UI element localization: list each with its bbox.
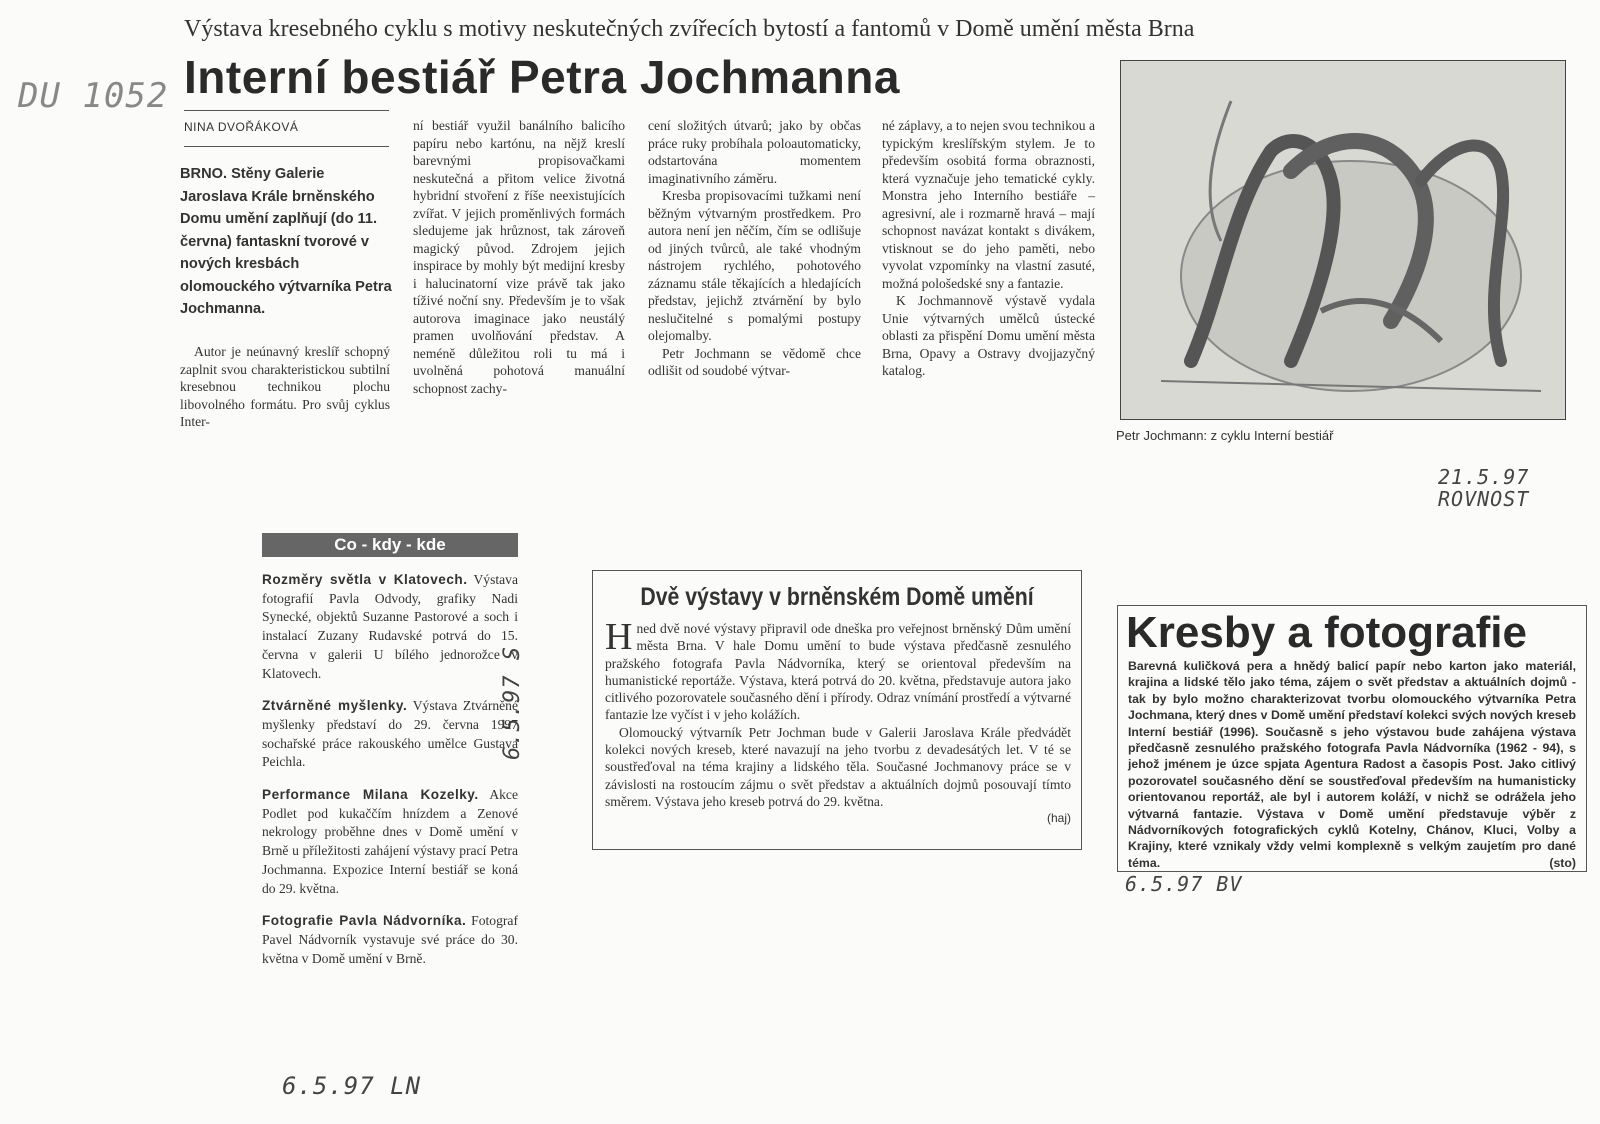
column-1-text: Autor je neúnavný kreslíř schopný zaplnit svou charakteristickou subtilní kresebnou technikou plochu libovolného formátu. Pro svůj cyklus Inter- <box>180 344 390 429</box>
article-headline: Interní bestiář Petra Jochmanna <box>184 51 900 103</box>
article-lead: BRNO. Stěny Galerie Jaroslava Krále brněnského Domu umění zaplňují (do 11. června) fantaskní tvorové v nových kresbách olomouckého výtvarníka Petra Jochmanna. <box>180 166 392 317</box>
item-text: Výstava Ztvárněné myšlenky představí do 29. června 1997 sochařské práce rakouského umělce Gustava Peichla. <box>262 698 519 770</box>
article-byline: NINA DVOŘÁKOVÁ <box>184 120 299 134</box>
byline-rule-bottom <box>184 146 389 147</box>
column-4-paragraph-1: né záplavy, a to nejen svou technikou a typickým kreslířským stylem. Je to především osobitá forma obraznosti, která vyznačuje jeho tematické cykly. Monstra jeho Interního bestiáře – agresivní, ale i rozmarně hravá – mají schopnost navázat kontakt s divákem, vtisknout se do jeho paměti, nebo vyvolat vzpomínky na vlastní zasuté, možná pološedské sny a fantazie. <box>882 118 1095 291</box>
rovnost-date: 21.5.97 <box>1438 465 1530 489</box>
kresby-title: Kresby a fotografie <box>1126 608 1527 657</box>
co-kdy-kde-column <box>262 533 518 968</box>
kresby-date-mark: 6.5.97 BV <box>1125 872 1243 896</box>
dve-vystavy-article <box>592 570 1082 850</box>
drop-cap: H <box>605 616 633 658</box>
bestiary-drawing <box>1121 61 1565 419</box>
article-column-2 <box>413 117 625 397</box>
column-3-paragraph-3: Petr Jochmann se vědomě chce odlišit od soudobé výtvar- <box>648 345 861 378</box>
dve-vystavy-paragraph-1: ned dvě nové výstavy připravil ode dneška pro veřejnost brněnský Dům umění města Brna. V hale Domu umění to bude výstava předčasně zesnulého pražského fotografa Pavla Nádvorníka, který se orientoval především na humanistické reportáže. Výstava, která potrvá do 20. května, představuje autora jako citlivého pozorovatele současného dění i přírody. Odraz vnímání prostředí a výtvarné fantazie lze vyčíst i v jeho kolážích. <box>605 621 1071 723</box>
kresby-body <box>1118 658 1586 871</box>
rovnost-paper: ROVNOST <box>1438 487 1530 511</box>
list-item <box>262 697 518 772</box>
dve-vystavy-paragraph-2: Olomoucký výtvarník Petr Jochman bude v Galerii Jaroslava Krále předvádět kolekci nových kreseb, které navazují na jeho tvorbu z devadesátých let. V té se soustřeďoval na téma krajiny a lidského těla. Současné Jochmanovy práce se v závislosti na rostoucím zájmu o svět představ a aktuálních dojmů posouvají tímto směrem. Výstava jeho kreseb potrvá do 29. května. <box>605 724 1071 809</box>
rovnost-date-mark <box>1438 466 1529 510</box>
item-title: Rozměry světla v Klatovech. <box>262 572 468 587</box>
kresby-text: Barevná kuličková pera a hnědý balicí papír nebo karton jako materiál, krajina a lidské tělo jako téma, zájem o svět představ a aktuálních dojmů - tak by bylo možno charakterizovat tvorbu olomouckého výtvarníka Petra Jochmana, který dnes v Domě umění představí kolekci svých nových kreseb Interní bestiář (1996). Současně s jeho výstavou bude zahájena výstava předčasně zesnulého pražského fotografa Pavla Nádvorníka (1962 - 94), s jehož jménem je úzce spjata Agentura Radost a časopis Post. Jako citlivý pozorovatel současného dění se soustřeďoval především na humanisticky orientovanou reportáž, ale byl i autorem koláží, v nichž se odrážela jeho výtvarná fantazie. Výstava v Domě umění představuje výběr z Nádvorníkových fotografických cyklů Kotelny, Chánov, Kluci, Volby a Krajiny, které vznikaly vždy velmi komplexně s velkým zaujetím pro dané téma. <box>1128 659 1576 870</box>
item-text: Akce Podlet pod kukaččím hnízdem a Zenové nekrology proběhne dnes v Domě umění v Brně u příležitosti zahájení výstavy prací Petra Jochmanna. Expozice Interní bestiář se koná do 29. května. <box>262 787 518 896</box>
archive-number-mark: DU 1052 <box>18 76 169 116</box>
dve-vystavy-signature: (haj) <box>1046 811 1071 826</box>
list-item <box>262 912 518 968</box>
column-3-paragraph-2: Kresba propisovacími tužkami není běžným výtvarným prostředkem. Pro autora není jen něčím, čím se odlišuje od jiných tvůrců, ale také vhodným nástrojem rychlého, pohotového záznamu stále těkajících a hledajících představ, jejichž ztvárnění by bylo neslučitelné s pomalými postupy olejomalby. <box>648 188 861 343</box>
list-item <box>262 786 518 898</box>
list-item <box>262 571 518 683</box>
column-2-text: ní bestiář využil banálního balicího papíru nebo kartónu, na nějž kreslí barevnými propisovačkami neskutečná a přitom velice životná hybridní stvoření z říše neexistujících zvířat. V jejich proměnlivých formách sledujeme jak hrůznost, tak zároveň magický původ. Zdrojem jejich inspirace by mohly být medijní kresby i halucinatorní vize právě tak jako tíživé noční sny. Především je to však autorova imaginace jako neustálý pramen uvolňování představ. A neméně důležitou roli tu má i uvolněná pohotová manuální schopnost zachy- <box>413 118 625 396</box>
item-text: Fotograf Pavel Nádvorník vystavuje své práce do 30. května v Domě umění v Brně. <box>262 913 518 966</box>
photo-caption: Petr Jochmann: z cyklu Interní bestiář <box>1116 428 1334 443</box>
vertical-date-mark: 6.5.97 S <box>500 646 525 760</box>
co-kdy-kde-header: Co - kdy - kde <box>262 533 518 557</box>
item-title: Ztvárněné myšlenky. <box>262 698 408 714</box>
dve-vystavy-body <box>593 616 1081 828</box>
column-3-paragraph-1: cení složitých útvarů; jako by občas práce ruky probíhala poloautomaticky, odstartována momentem imaginativního záměru. <box>648 118 861 186</box>
kresby-signature: (sto) <box>1549 855 1576 870</box>
article-photo <box>1120 60 1566 420</box>
article-kicker: Výstava kresebného cyklu s motivy neskutečných zvířecích bytostí a fantomů v Domě umění města Brna <box>184 16 1195 42</box>
item-title: Fotografie Pavla Nádvorníka. <box>262 913 467 929</box>
kresby-article <box>1117 605 1587 872</box>
item-text: Výstava fotografií Pavla Odvody, grafiky Nadi Synecké, objektů Suzanne Pastorové a soch i instalací Zuzany Rudavské potrvá do 15. června v galerii U bílého jednorožce v Klatovech. <box>262 572 518 681</box>
column-4-paragraph-2: K Jochmannově výstavě vydala Unie výtvarných umělců ústecké oblasti za přispění Domu umění města Brna, Opavy a Ostravy dvojjazyčný katalog. <box>882 293 1095 378</box>
item-title: Performance Milana Kozelky. <box>262 787 479 803</box>
article-column-1 <box>180 343 390 431</box>
article-column-4 <box>882 117 1095 380</box>
dve-vystavy-title: Dvě výstavy v brněnském Domě umění <box>640 583 1034 611</box>
article-column-3 <box>648 117 861 380</box>
bottom-date-mark: 6.5.97 LN <box>282 1072 422 1100</box>
byline-rule-top <box>184 110 389 111</box>
